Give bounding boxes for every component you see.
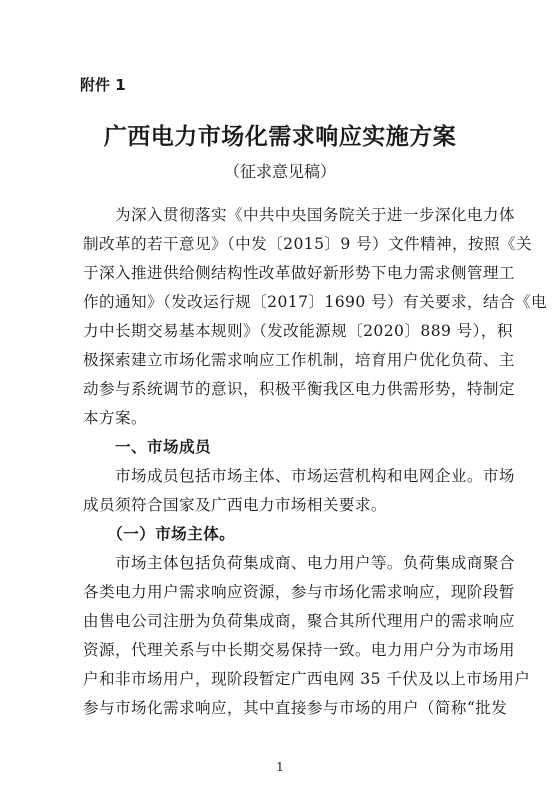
body-line: 极探索建立市场化需求响应工作机制，培育用户优化负荷、主	[83, 351, 515, 369]
body-line: 资源，代理关系与中长期交易保持一致。电力用户分为市场用	[83, 641, 515, 659]
body-line: 市场成员包括市场主体、市场运营机构和电网企业。市场	[83, 467, 515, 485]
body-line: 成员须符合国家及广西电力市场相关要求。	[83, 496, 387, 514]
body-line: 由售电公司注册为负荷集成商，聚合其所代理用户的需求响应	[83, 612, 515, 630]
body-line: 力中长期交易基本规则》（发改能源规〔2020〕889 号），积	[83, 322, 513, 340]
page-number: 1	[276, 760, 284, 774]
body-line: 作的通知》（发改运行规〔2017〕1690 号）有关要求，结合《电	[83, 293, 547, 311]
body-line: 为深入贯彻落实《中共中央国务院关于进一步深化电力体	[83, 206, 515, 224]
document-body	[83, 201, 547, 723]
subsection-heading: （一）市场主体。	[83, 525, 236, 543]
body-line: 参与市场化需求响应，其中直接参与市场的用户（简称“批发	[83, 699, 508, 717]
body-line: 各类电力用户需求响应资源，参与市场化需求响应，现阶段暂	[83, 583, 515, 601]
body-line: 制改革的若干意见》（中发〔2015〕9 号）文件精神，按照《关	[83, 235, 533, 253]
body-line: 动参与系统调节的意识，积极平衡我区电力供需形势，特制定	[83, 380, 515, 398]
section-heading: 一、市场成员	[83, 438, 211, 456]
body-line: 于深入推进供给侧结构性改革做好新形势下电力需求侧管理工	[83, 264, 515, 282]
document-title: 广西电力市场化需求响应实施方案	[103, 124, 457, 150]
attachment-label: 附件 1	[80, 76, 126, 94]
body-line: 户和非市场用户，现阶段暂定广西电网 35 千伏及以上市场用户	[83, 670, 531, 688]
body-line: 本方案。	[83, 409, 147, 427]
body-line: 市场主体包括负荷集成商、电力用户等。负荷集成商聚合	[83, 554, 515, 572]
document-subtitle: （征求意见稿）	[223, 162, 336, 181]
